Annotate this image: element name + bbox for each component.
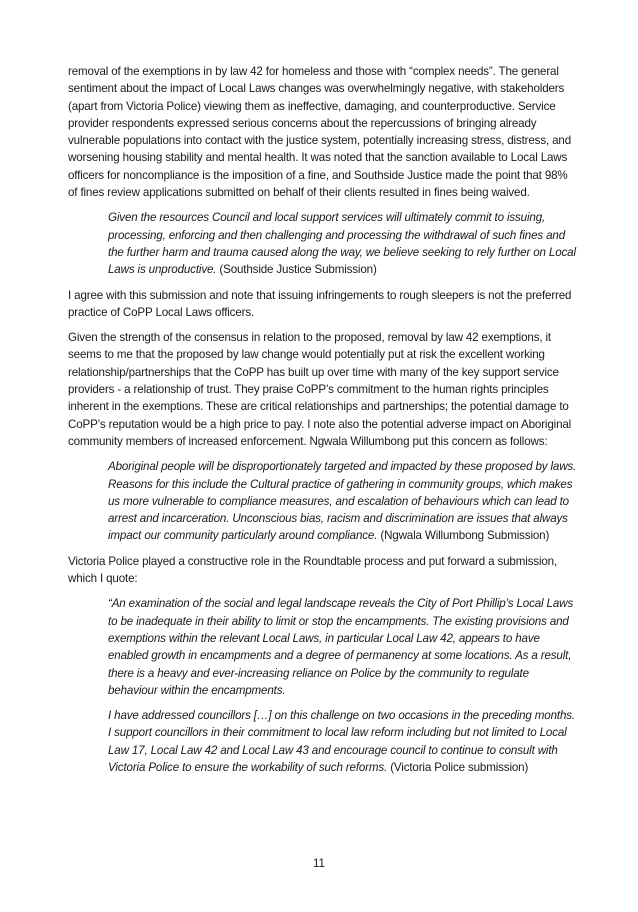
quote-southside-justice <box>108 209 578 278</box>
quote-source: (Southside Justice Submission) <box>216 263 377 277</box>
quote-victoria-police-1 <box>108 595 578 699</box>
quote-source: (Victoria Police submission) <box>387 760 529 774</box>
quote-text: Given the resources Council and local support services will ultimately commit to issuing, processing, enforcing and then challenging and processing the withdrawal of such fines and the further harm and trauma caused along the way, we believe seeking to rely further on Local Laws is unproductive. <box>108 211 576 277</box>
quote-text: I have addressed councillors […] on this challenge on two occasions in the preceding months. I support councillors in their commitment to local law reform including but not limited to Local Law 17, Local Law 42 and Local Law 43 and encourage council to continue to consult with Victoria Police to ensure the workability of such reforms. <box>108 709 575 774</box>
quote-victoria-police-2 <box>108 707 578 776</box>
quote-ngwala-willumbong <box>108 458 578 544</box>
quote-source: (Ngwala Willumbong Submission) <box>377 529 550 543</box>
quote-text: Aboriginal people will be disproportionately targeted and impacted by these proposed by laws. Reasons for this include the Cultural practice of gathering in community groups, which makes us more vulnerable to compliance measures, and escalation of behaviours which can lead to arrest and incarceration. Unconscious bias, racism and discrimination are issues that always impact our community particularly around compliance. <box>108 460 577 543</box>
page-number: 11 <box>312 857 326 870</box>
paragraph-agreement: I agree with this submission and note that issuing infringements to rough sleepers is not the preferred practice of CoPP Local Laws officers. <box>68 288 572 319</box>
paragraph-exemptions-sentiment: removal of the exemptions in by law 42 for homeless and those with “complex needs”. The general sentiment about the impact of Local Laws changes was overwhelmingly negative, with stakeholders (apart from Victoria Police) viewing them as ineffective, damaging, and counterproductive. Service provider respondents expressed serious concerns about the repercussions of bringing already vulnerable populations into contact with the justice system, potentially increasing stress, distress, and worsening housing stability and mental health. It was noted that the sanction available to Local Laws officers for noncompliance is the imposition of a fine, and Southside Justice made the point that 98% of fines review applications submitted on behalf of their clients resulted in fines being waived. <box>68 65 572 200</box>
paragraph-victoria-police: Victoria Police played a constructive role in the Roundtable process and put forward a submission, which I quote: <box>68 554 558 586</box>
paragraph-consensus: Given the strength of the consensus in relation to the proposed, removal by law 42 exemptions, it seems to me that the proposed by law change would potentially put at risk the excellent working relationship/partnerships that the CoPP has built up over time with many of the key support service providers - a relationship of trust. They praise CoPP’s commitment to the human rights principles inherent in the exemptions. These are critical relationships and partnerships; the potential damage to CoPP’s reputation would be a high price to pay. I note also the potential adverse impact on Aboriginal community members of increased enforcement. Ngwala Willumbong put this concern as follows: <box>68 331 572 448</box>
quote-text: “An examination of the social and legal landscape reveals the City of Port Phillip’s Local Laws to be inadequate in their ability to limit or stop the encampments. The existing provisions and exemptions within the relevant Local Laws, in particular Local Law 42, appears to have enabled growth in encampments and a degree of permanency at some locations. As a result, there is a heavy and ever-increasing reliance on Police by the community to regulate behaviour within the encampments. <box>108 597 574 697</box>
document-page <box>68 63 578 784</box>
